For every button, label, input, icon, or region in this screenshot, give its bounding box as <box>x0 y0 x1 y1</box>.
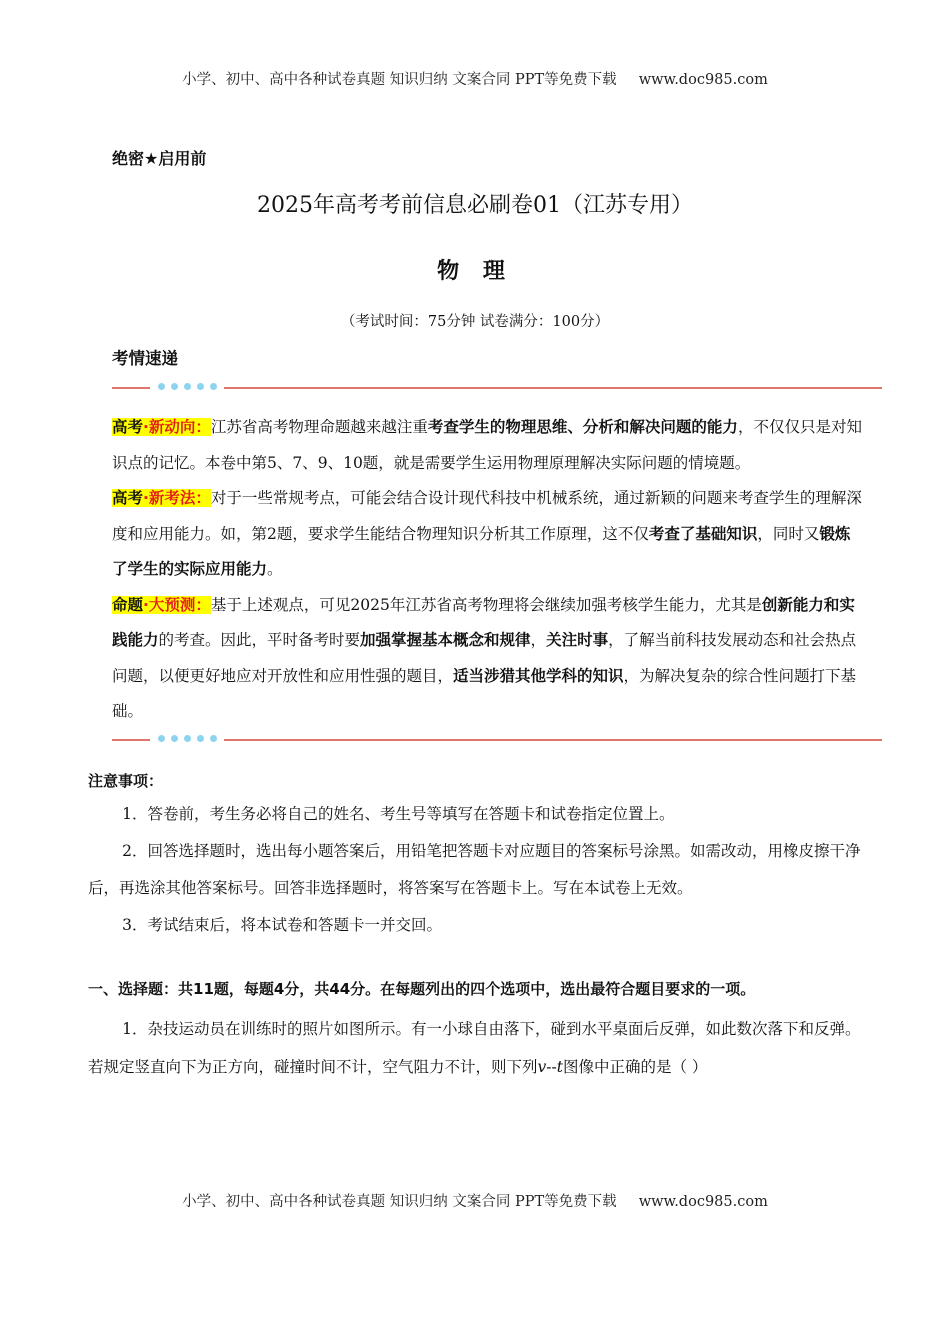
divider-line-right <box>224 387 882 389</box>
header-text: 小学、初中、高中各种试卷真题 知识归纳 文案合同 PPT等免费下载 <box>182 72 617 88</box>
bold-text: 创新能力和实践能力 <box>112 595 855 649</box>
dot <box>184 735 191 742</box>
exam-info: （考试时间：75分钟 试卷满分：100分） <box>340 314 610 330</box>
var-t: t <box>556 1058 563 1076</box>
footer-text: 小学、初中、高中各种试卷真题 知识归纳 文案合同 PPT等免费下载 <box>182 1194 617 1210</box>
label-keyword: ·新考法： <box>143 489 211 507</box>
divider-line-left <box>112 387 150 389</box>
dot <box>197 383 204 390</box>
text: 。 <box>267 560 283 578</box>
label-prefix: 高考 <box>112 489 144 507</box>
notes-heading: 注意事项： <box>88 772 164 790</box>
var-v: v <box>537 1058 547 1076</box>
highlight-label <box>112 596 211 614</box>
kaoqing-paragraph-1 <box>112 410 864 481</box>
divider-dots <box>158 383 223 402</box>
divider-dots <box>158 735 223 754</box>
bold-text: 适当涉猎其他学科的知识 <box>453 666 624 685</box>
subject-title: 物 理 <box>437 259 513 284</box>
text: 对于一些常规考点，可能会结合设计现代科技中机械系统，通过新颖的问题来考查学生的理解深度和应用能力。如，第2题，要求学生能结合物理知识分析其工作原理，这不仅 <box>112 489 862 543</box>
dot <box>171 735 178 742</box>
text: 江苏省高考物理命题越来越注重 <box>210 418 428 436</box>
dot <box>197 735 204 742</box>
text: ，为解决复杂的综合性问题打下基础。 <box>112 666 857 720</box>
highlight-label <box>112 418 211 436</box>
label-keyword: ·大预测： <box>143 595 211 614</box>
bold-text: 加强掌握基本概念和规律 <box>360 631 531 649</box>
dot <box>158 383 165 390</box>
note-item: 2．回答选择题时，选出每小题答案后，用铅笔把答题卡对应题目的答案标号涂黑。如需改动，用橡皮擦干净后，再选涂其他答案标号。回答非选择题时，将答案写在答题卡上。写在本试卷上无效。 <box>88 842 861 897</box>
text: ，同时又 <box>757 524 820 543</box>
bold-text: 考查学生的物理思维、分析和解决问题的能力 <box>427 418 738 436</box>
kaoqing-paragraph-3 <box>112 588 864 730</box>
text: ， <box>530 631 547 649</box>
dot <box>210 383 217 390</box>
dash: -- <box>546 1058 557 1076</box>
highlight-label <box>112 489 211 507</box>
question-1 <box>88 1010 864 1086</box>
paper-title: 2025年高考考前信息必刷卷01（江苏专用） <box>257 193 693 218</box>
note-item: 3．考试结束后，将本试卷和答题卡一并交回。 <box>122 916 442 934</box>
divider-line-right <box>224 739 882 741</box>
divider-top <box>112 382 882 394</box>
question-text: 1．杂技运动员在训练时的照片如图所示。有一小球自由落下，碰到水平桌面后反弹，如此数次落下和反弹。若规定竖直向下为正方向，碰撞时间不计，空气阻力不计，则下列 <box>88 1020 861 1076</box>
footer-url[interactable]: www.doc985.com <box>638 1194 768 1210</box>
bold-text: 锻炼了学生的实际应用能力 <box>112 524 851 578</box>
text: 的考查。因此，平时备考时要 <box>158 631 361 649</box>
confidential-mark: 绝密★启用前 <box>112 149 207 168</box>
divider-line-left <box>112 739 150 741</box>
page-footer <box>0 1190 950 1211</box>
kaoqing-heading: 考情速递 <box>112 349 178 368</box>
dot <box>184 383 191 390</box>
bold-text: 考查了基础知识 <box>648 524 758 543</box>
text: ，了解当前科技发展动态和社会热点问题，以便更好地应对开放性和应用性强的题目， <box>112 631 857 685</box>
notes-list <box>88 796 864 944</box>
bold-text: 关注时事 <box>546 631 609 649</box>
page-header <box>0 68 950 89</box>
question-text: 图像中正确的是（ ） <box>563 1058 708 1076</box>
divider-bottom <box>112 734 882 746</box>
kaoqing-content <box>112 410 864 730</box>
dot <box>210 735 217 742</box>
label-prefix: 命题 <box>112 595 144 614</box>
text: 基于上述观点，可见2025年江苏省高考物理将会继续加强考核学生能力，尤其是 <box>210 595 762 614</box>
note-item: 1．答卷前，考生务必将自己的姓名、考生号等填写在答题卡和试卷指定位置上。 <box>122 805 675 823</box>
kaoqing-paragraph-2 <box>112 481 864 588</box>
dot <box>158 735 165 742</box>
label-keyword: ·新动向： <box>143 418 211 436</box>
text: ，不仅仅只是对知识点的记忆。本卷中第5、7、9、10题，就是需要学生运用物理原理解决实际问题的情境题。 <box>112 418 862 472</box>
header-url[interactable]: www.doc985.com <box>638 72 768 88</box>
dot <box>171 383 178 390</box>
label-prefix: 高考 <box>112 418 144 436</box>
section-heading: 一、选择题：共11题，每题4分，共44分。在每题列出的四个选项中，选出最符合题目要求的一项。 <box>88 980 756 998</box>
